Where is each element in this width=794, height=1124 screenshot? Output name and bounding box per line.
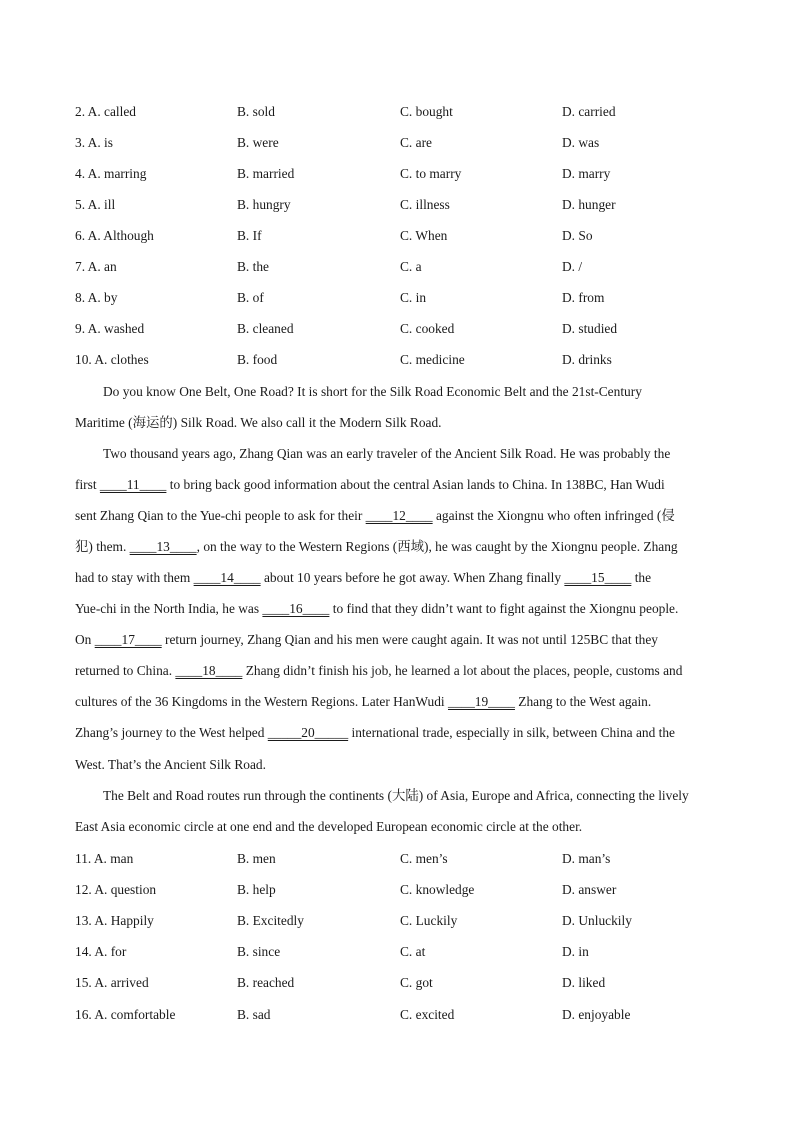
option-a: 14. A. for xyxy=(75,944,127,959)
option-a: 10. A. clothes xyxy=(75,352,149,367)
passage-line: Two thousand years ago, Zhang Qian was an early traveler of the Ancient Silk Road. He was probably the xyxy=(103,446,671,461)
option-c: C. men’s xyxy=(400,851,448,866)
option-d: D. Unluckily xyxy=(562,913,632,928)
option-b: B. men xyxy=(237,851,276,866)
option-b: B. reached xyxy=(237,975,295,990)
passage-text: about 10 years before he got away. When Zhang finally xyxy=(260,570,565,585)
option-a: 11. A. man xyxy=(75,851,134,866)
passage-text: 犯) them. xyxy=(75,539,130,554)
passage-text: to find that they didn’t want to fight against the Xiongnu people. xyxy=(329,601,679,616)
option-d: D. carried xyxy=(562,104,616,119)
passage-text: On xyxy=(75,632,95,647)
option-c: C. bought xyxy=(400,104,453,119)
blank-15: ____15____ xyxy=(564,570,632,585)
passage-text: Yue-chi in the North India, he was xyxy=(75,601,263,616)
option-d: D. man’s xyxy=(562,851,611,866)
option-a: 12. A. question xyxy=(75,882,157,897)
option-d: D. was xyxy=(562,135,600,150)
option-d: D. drinks xyxy=(562,352,612,367)
passage-line xyxy=(75,723,735,743)
option-c: C. Luckily xyxy=(400,913,458,928)
option-a: 7. A. an xyxy=(75,259,117,274)
question-row-8 xyxy=(75,288,735,308)
option-c: C. got xyxy=(400,975,433,990)
option-b: B. Excitedly xyxy=(237,913,304,928)
option-b: B. If xyxy=(237,228,262,243)
option-d: D. hunger xyxy=(562,197,616,212)
option-c: C. excited xyxy=(400,1007,455,1022)
option-a: 13. A. Happily xyxy=(75,913,154,928)
option-b: B. of xyxy=(237,290,264,305)
option-a: 15. A. arrived xyxy=(75,975,149,990)
passage-line: East Asia economic circle at one end and the developed European economic circle at the other. xyxy=(75,819,583,834)
blank-17: ____17____ xyxy=(94,632,162,647)
passage-line: Maritime (海运的) Silk Road. We also call it the Modern Silk Road. xyxy=(75,415,442,430)
blank-18: ____18____ xyxy=(175,663,243,678)
passage-line xyxy=(75,692,735,712)
blank-12: ____12____ xyxy=(365,508,433,523)
option-c: C. illness xyxy=(400,197,450,212)
option-b: B. cleaned xyxy=(237,321,294,336)
passage-line xyxy=(75,661,735,681)
passage-line xyxy=(75,630,735,650)
option-b: B. married xyxy=(237,166,295,181)
passage-line xyxy=(75,537,735,557)
option-b: B. were xyxy=(237,135,279,150)
question-row-2 xyxy=(75,102,735,122)
option-a: 3. A. is xyxy=(75,135,113,150)
passage-text: cultures of the 36 Kingdoms in the Western Regions. Later HanWudi xyxy=(75,694,448,709)
passage-text: international trade, especially in silk, between China and the xyxy=(348,725,675,740)
option-b: B. hungry xyxy=(237,197,291,212)
option-c: C. are xyxy=(400,135,432,150)
question-row-4 xyxy=(75,164,735,184)
passage-line xyxy=(75,506,735,526)
passage-line xyxy=(75,568,735,588)
passage-line: The Belt and Road routes run through the continents (大陆) of Asia, Europe and Africa, connecting the lively xyxy=(103,788,689,803)
option-d: D. from xyxy=(562,290,605,305)
passage-line xyxy=(75,599,735,619)
passage-text: had to stay with them xyxy=(75,570,194,585)
passage-text: first xyxy=(75,477,100,492)
passage-text: return journey, Zhang Qian and his men were caught again. It was not until 125BC that they xyxy=(161,632,658,647)
question-row-13 xyxy=(75,911,735,931)
option-c: C. When xyxy=(400,228,448,243)
passage-text: Zhang’s journey to the West helped xyxy=(75,725,268,740)
blank-11: ____11____ xyxy=(99,477,167,492)
option-b: B. food xyxy=(237,352,278,367)
question-row-14 xyxy=(75,942,735,962)
passage-text: against the Xiongnu who often infringed (侵 xyxy=(432,508,675,523)
passage-line: Do you know One Belt, One Road? It is short for the Silk Road Economic Belt and the 21st-Century xyxy=(103,384,642,399)
option-a: 5. A. ill xyxy=(75,197,116,212)
option-d: D. enjoyable xyxy=(562,1007,631,1022)
passage-line: West. That’s the Ancient Silk Road. xyxy=(75,757,266,772)
option-d: D. in xyxy=(562,944,589,959)
option-a: 8. A. by xyxy=(75,290,118,305)
option-b: B. since xyxy=(237,944,281,959)
option-d: D. liked xyxy=(562,975,606,990)
question-row-3 xyxy=(75,133,735,153)
option-d: D. / xyxy=(562,259,583,274)
option-a: 2. A. called xyxy=(75,104,136,119)
blank-20: _____20_____ xyxy=(267,725,349,740)
option-a: 9. A. washed xyxy=(75,321,145,336)
passage-text: , on the way to the Western Regions (西域), he was caught by the Xiongnu people. Zhang xyxy=(196,539,678,554)
option-b: B. the xyxy=(237,259,269,274)
option-c: C. at xyxy=(400,944,426,959)
question-row-16 xyxy=(75,1005,735,1025)
option-d: D. answer xyxy=(562,882,617,897)
option-d: D. So xyxy=(562,228,593,243)
option-d: D. marry xyxy=(562,166,611,181)
question-row-12 xyxy=(75,880,735,900)
option-a: 6. A. Although xyxy=(75,228,154,243)
question-row-5 xyxy=(75,195,735,215)
blank-16: ____16____ xyxy=(262,601,330,616)
option-c: C. medicine xyxy=(400,352,465,367)
blank-14: ____14____ xyxy=(193,570,261,585)
question-row-11 xyxy=(75,849,735,869)
passage-text: to bring back good information about the central Asian lands to China. In 138BC, Han Wudi xyxy=(166,477,665,492)
question-row-7 xyxy=(75,257,735,277)
option-c: C. in xyxy=(400,290,427,305)
option-c: C. cooked xyxy=(400,321,455,336)
passage-text: returned to China. xyxy=(75,663,176,678)
question-row-6 xyxy=(75,226,735,246)
question-row-9 xyxy=(75,319,735,339)
passage-text: the xyxy=(631,570,652,585)
option-b: B. help xyxy=(237,882,276,897)
option-a: 16. A. comfortable xyxy=(75,1007,176,1022)
question-row-10 xyxy=(75,350,735,370)
question-row-15 xyxy=(75,973,735,993)
option-a: 4. A. marring xyxy=(75,166,147,181)
passage-text: sent Zhang Qian to the Yue-chi people to ask for their xyxy=(75,508,366,523)
passage-text: Zhang didn’t finish his job, he learned a lot about the places, people, customs and xyxy=(242,663,683,678)
blank-19: ____19____ xyxy=(448,694,515,709)
option-b: B. sad xyxy=(237,1007,271,1022)
option-c: C. a xyxy=(400,259,422,274)
option-c: C. to marry xyxy=(400,166,462,181)
option-c: C. knowledge xyxy=(400,882,475,897)
blank-13: ____13____ xyxy=(129,539,197,554)
option-b: B. sold xyxy=(237,104,275,119)
passage-text: Zhang to the West again. xyxy=(514,694,652,709)
option-d: D. studied xyxy=(562,321,618,336)
passage-line xyxy=(75,475,735,495)
